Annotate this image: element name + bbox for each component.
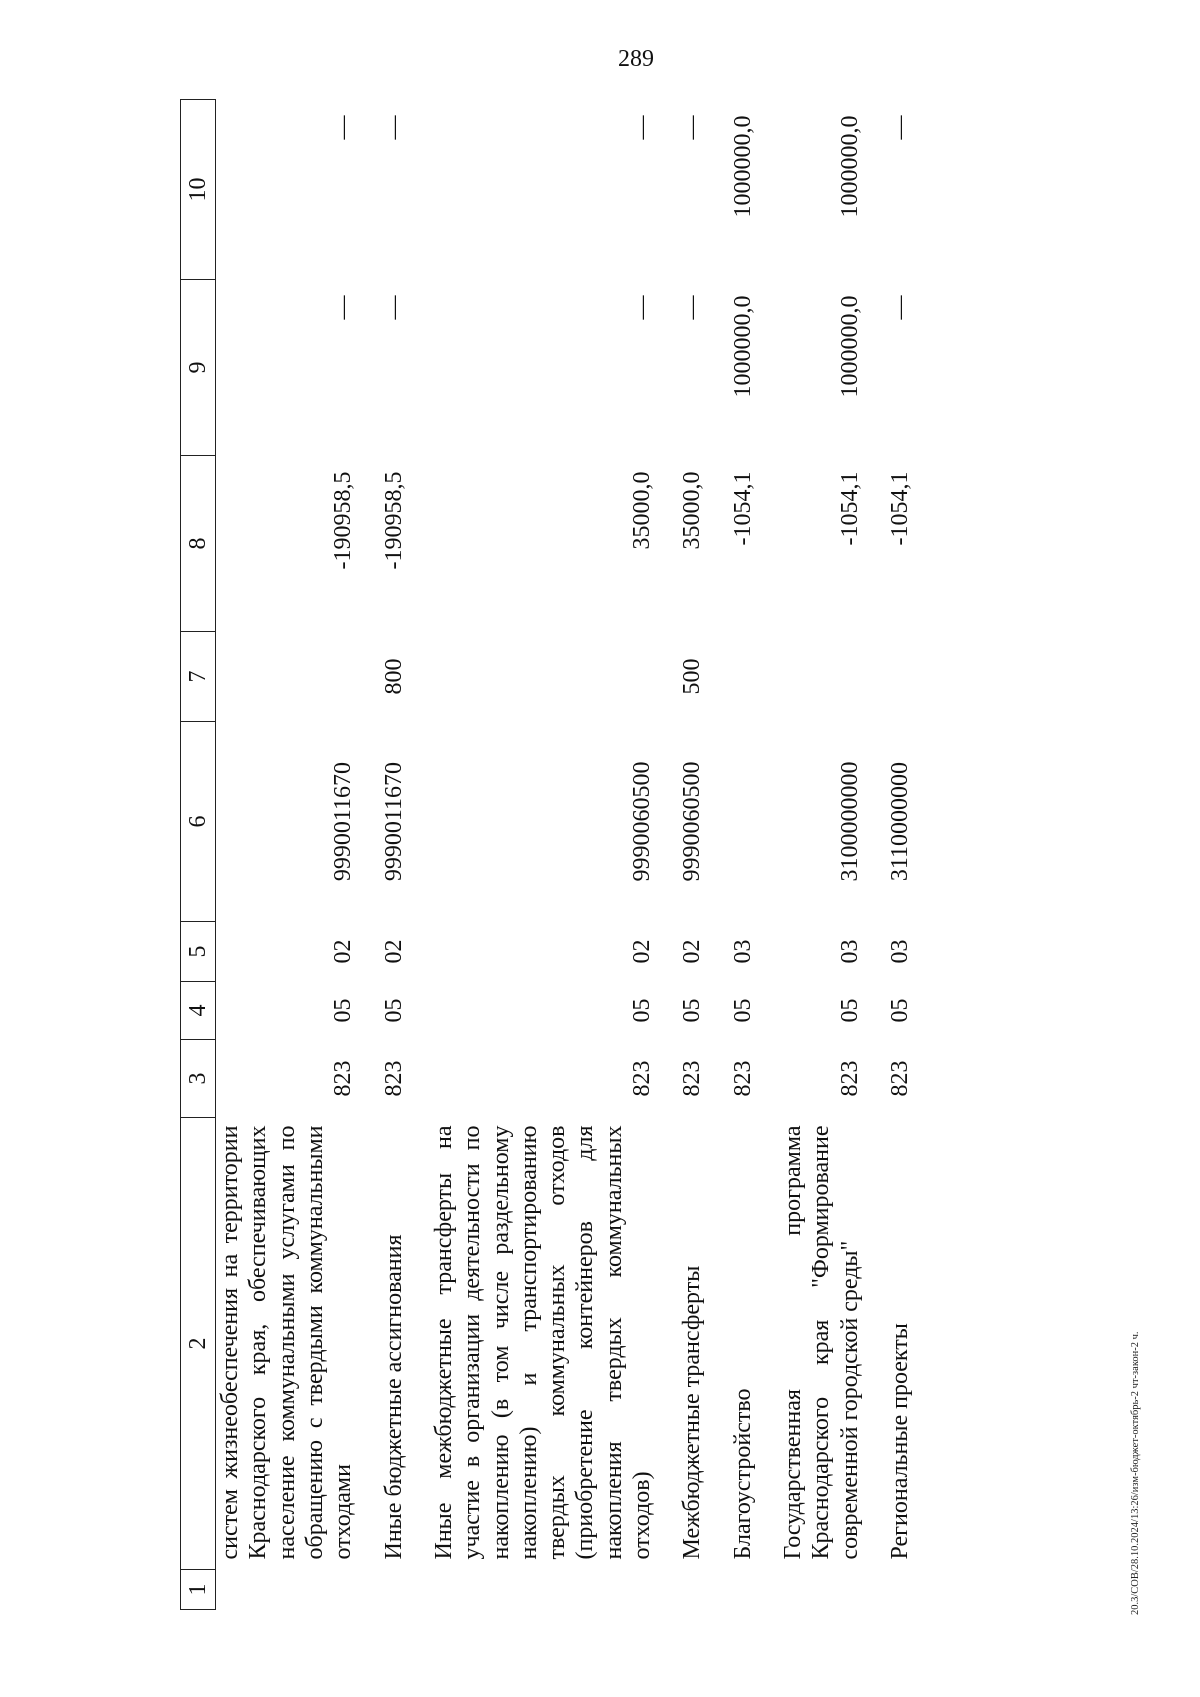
- cell-c10: —: [629, 115, 656, 140]
- cell-c6: 9990011670: [330, 761, 357, 882]
- cell-c7: [707, 632, 757, 722]
- cell-c2: Региональные проекты: [886, 1323, 913, 1560]
- cell-c1: [707, 1570, 757, 1610]
- table-row: [358, 100, 408, 1610]
- column-header: 10: [181, 100, 216, 280]
- cell-c6: 9990060500: [679, 761, 706, 882]
- cell-c7: [408, 632, 657, 722]
- table-row: [656, 100, 706, 1610]
- cell-c1: [358, 1570, 408, 1610]
- cell-c3: 823: [380, 1060, 407, 1097]
- cell-c1: [757, 1570, 864, 1610]
- cell-c8: 35000,0: [629, 471, 656, 550]
- cell-c4: 05: [679, 998, 706, 1023]
- cell-c10: 1000000,0: [729, 115, 756, 218]
- cell-c2: Межбюджетные трансферты: [679, 1265, 706, 1560]
- cell-c4: 05: [836, 998, 863, 1023]
- cell-c2: систем жизнеобеспечения на территории Краснодарского края, обеспечивающих население коммунальными услугами по обращению с твердыми коммунальными отходами: [217, 1125, 357, 1560]
- cell-c1: [864, 1570, 914, 1610]
- cell-c3: 823: [330, 1060, 357, 1097]
- cell-c9: 1000000,0: [729, 295, 756, 398]
- column-header: 8: [181, 456, 216, 632]
- cell-c8: 35000,0: [679, 471, 706, 550]
- cell-c2: Иные межбюджетные трансферты на участие в организации деятельности по накоплению (в том числе раздельному накоплению) и транспортированию твердых коммунальных отходов (приобретение контейнеров для накопления твердых коммунальных отходов): [430, 1125, 656, 1560]
- cell-c10: —: [330, 115, 357, 140]
- cell-c4: 05: [380, 998, 407, 1023]
- table-row: [707, 100, 757, 1610]
- cell-c8: -1054,1: [886, 471, 913, 546]
- cell-c5: 03: [886, 939, 913, 964]
- cell-c8: -1054,1: [836, 471, 863, 546]
- cell-c9: —: [629, 295, 656, 320]
- cell-c7: 800: [380, 658, 407, 695]
- cell-c4: 05: [330, 998, 357, 1023]
- column-header: 9: [181, 280, 216, 456]
- column-header: 1: [181, 1570, 216, 1610]
- column-header-row: [181, 100, 216, 1610]
- cell-c6: 3100000000: [836, 761, 863, 882]
- cell-c5: 03: [729, 939, 756, 964]
- table-row: [757, 100, 864, 1610]
- cell-c8: -190958,5: [330, 471, 357, 570]
- cell-c10: —: [679, 115, 706, 140]
- cell-c5: 02: [679, 939, 706, 964]
- cell-c10: —: [380, 115, 407, 140]
- cell-c7: [216, 632, 358, 722]
- column-header: 3: [181, 1040, 216, 1118]
- cell-c4: 05: [886, 998, 913, 1023]
- cell-c3: 823: [629, 1060, 656, 1097]
- cell-c1: [408, 1570, 657, 1610]
- cell-c4: 05: [629, 998, 656, 1023]
- cell-c5: 02: [380, 939, 407, 964]
- column-header: 2: [181, 1118, 216, 1570]
- cell-c2: Государственная программа Краснодарского края "Формирование современной городской среды": [780, 1125, 863, 1560]
- cell-c4: 05: [729, 998, 756, 1023]
- cell-c7: 500: [679, 658, 706, 695]
- cell-c10: 1000000,0: [836, 115, 863, 218]
- cell-c8: -190958,5: [380, 471, 407, 570]
- column-header: 6: [181, 722, 216, 922]
- cell-c7: [757, 632, 864, 722]
- cell-c9: —: [886, 295, 913, 320]
- budget-table: [180, 99, 914, 1610]
- rotated-table-wrapper: [180, 100, 1060, 1610]
- cell-c7: [864, 632, 914, 722]
- cell-c3: 823: [679, 1060, 706, 1097]
- cell-c6: 9990060500: [629, 761, 656, 882]
- cell-c9: 1000000,0: [836, 295, 863, 398]
- cell-c3: 823: [886, 1060, 913, 1097]
- cell-c1: [656, 1570, 706, 1610]
- table-row: [216, 100, 358, 1610]
- cell-c5: 03: [836, 939, 863, 964]
- cell-c5: 02: [330, 939, 357, 964]
- cell-c2: Иные бюджетные ассигнования: [380, 1234, 407, 1560]
- table-body: [216, 100, 915, 1610]
- cell-c6: 3110000000: [886, 761, 913, 882]
- page-number: 289: [618, 46, 654, 72]
- cell-c8: -1054,1: [729, 471, 756, 546]
- cell-c6: 9990011670: [380, 761, 407, 882]
- cell-c5: 02: [629, 939, 656, 964]
- cell-c10: —: [886, 115, 913, 140]
- cell-c9: —: [330, 295, 357, 320]
- cell-c9: —: [380, 295, 407, 320]
- table-row: [408, 100, 657, 1610]
- cell-c9: —: [679, 295, 706, 320]
- column-header: 5: [181, 922, 216, 982]
- cell-c3: 823: [836, 1060, 863, 1097]
- cell-c2: Благоустройство: [729, 1388, 756, 1560]
- cell-c3: 823: [729, 1060, 756, 1097]
- document-footer-code: 20.3/СОВ/28.10.2024/13:26/изм-бюджет-октябрь-2 чт-закон-2 ч.: [1130, 1331, 1141, 1615]
- cell-c1: [216, 1570, 358, 1610]
- column-header: 4: [181, 982, 216, 1040]
- cell-c6: [707, 722, 757, 922]
- table-row: [864, 100, 914, 1610]
- column-header: 7: [181, 632, 216, 722]
